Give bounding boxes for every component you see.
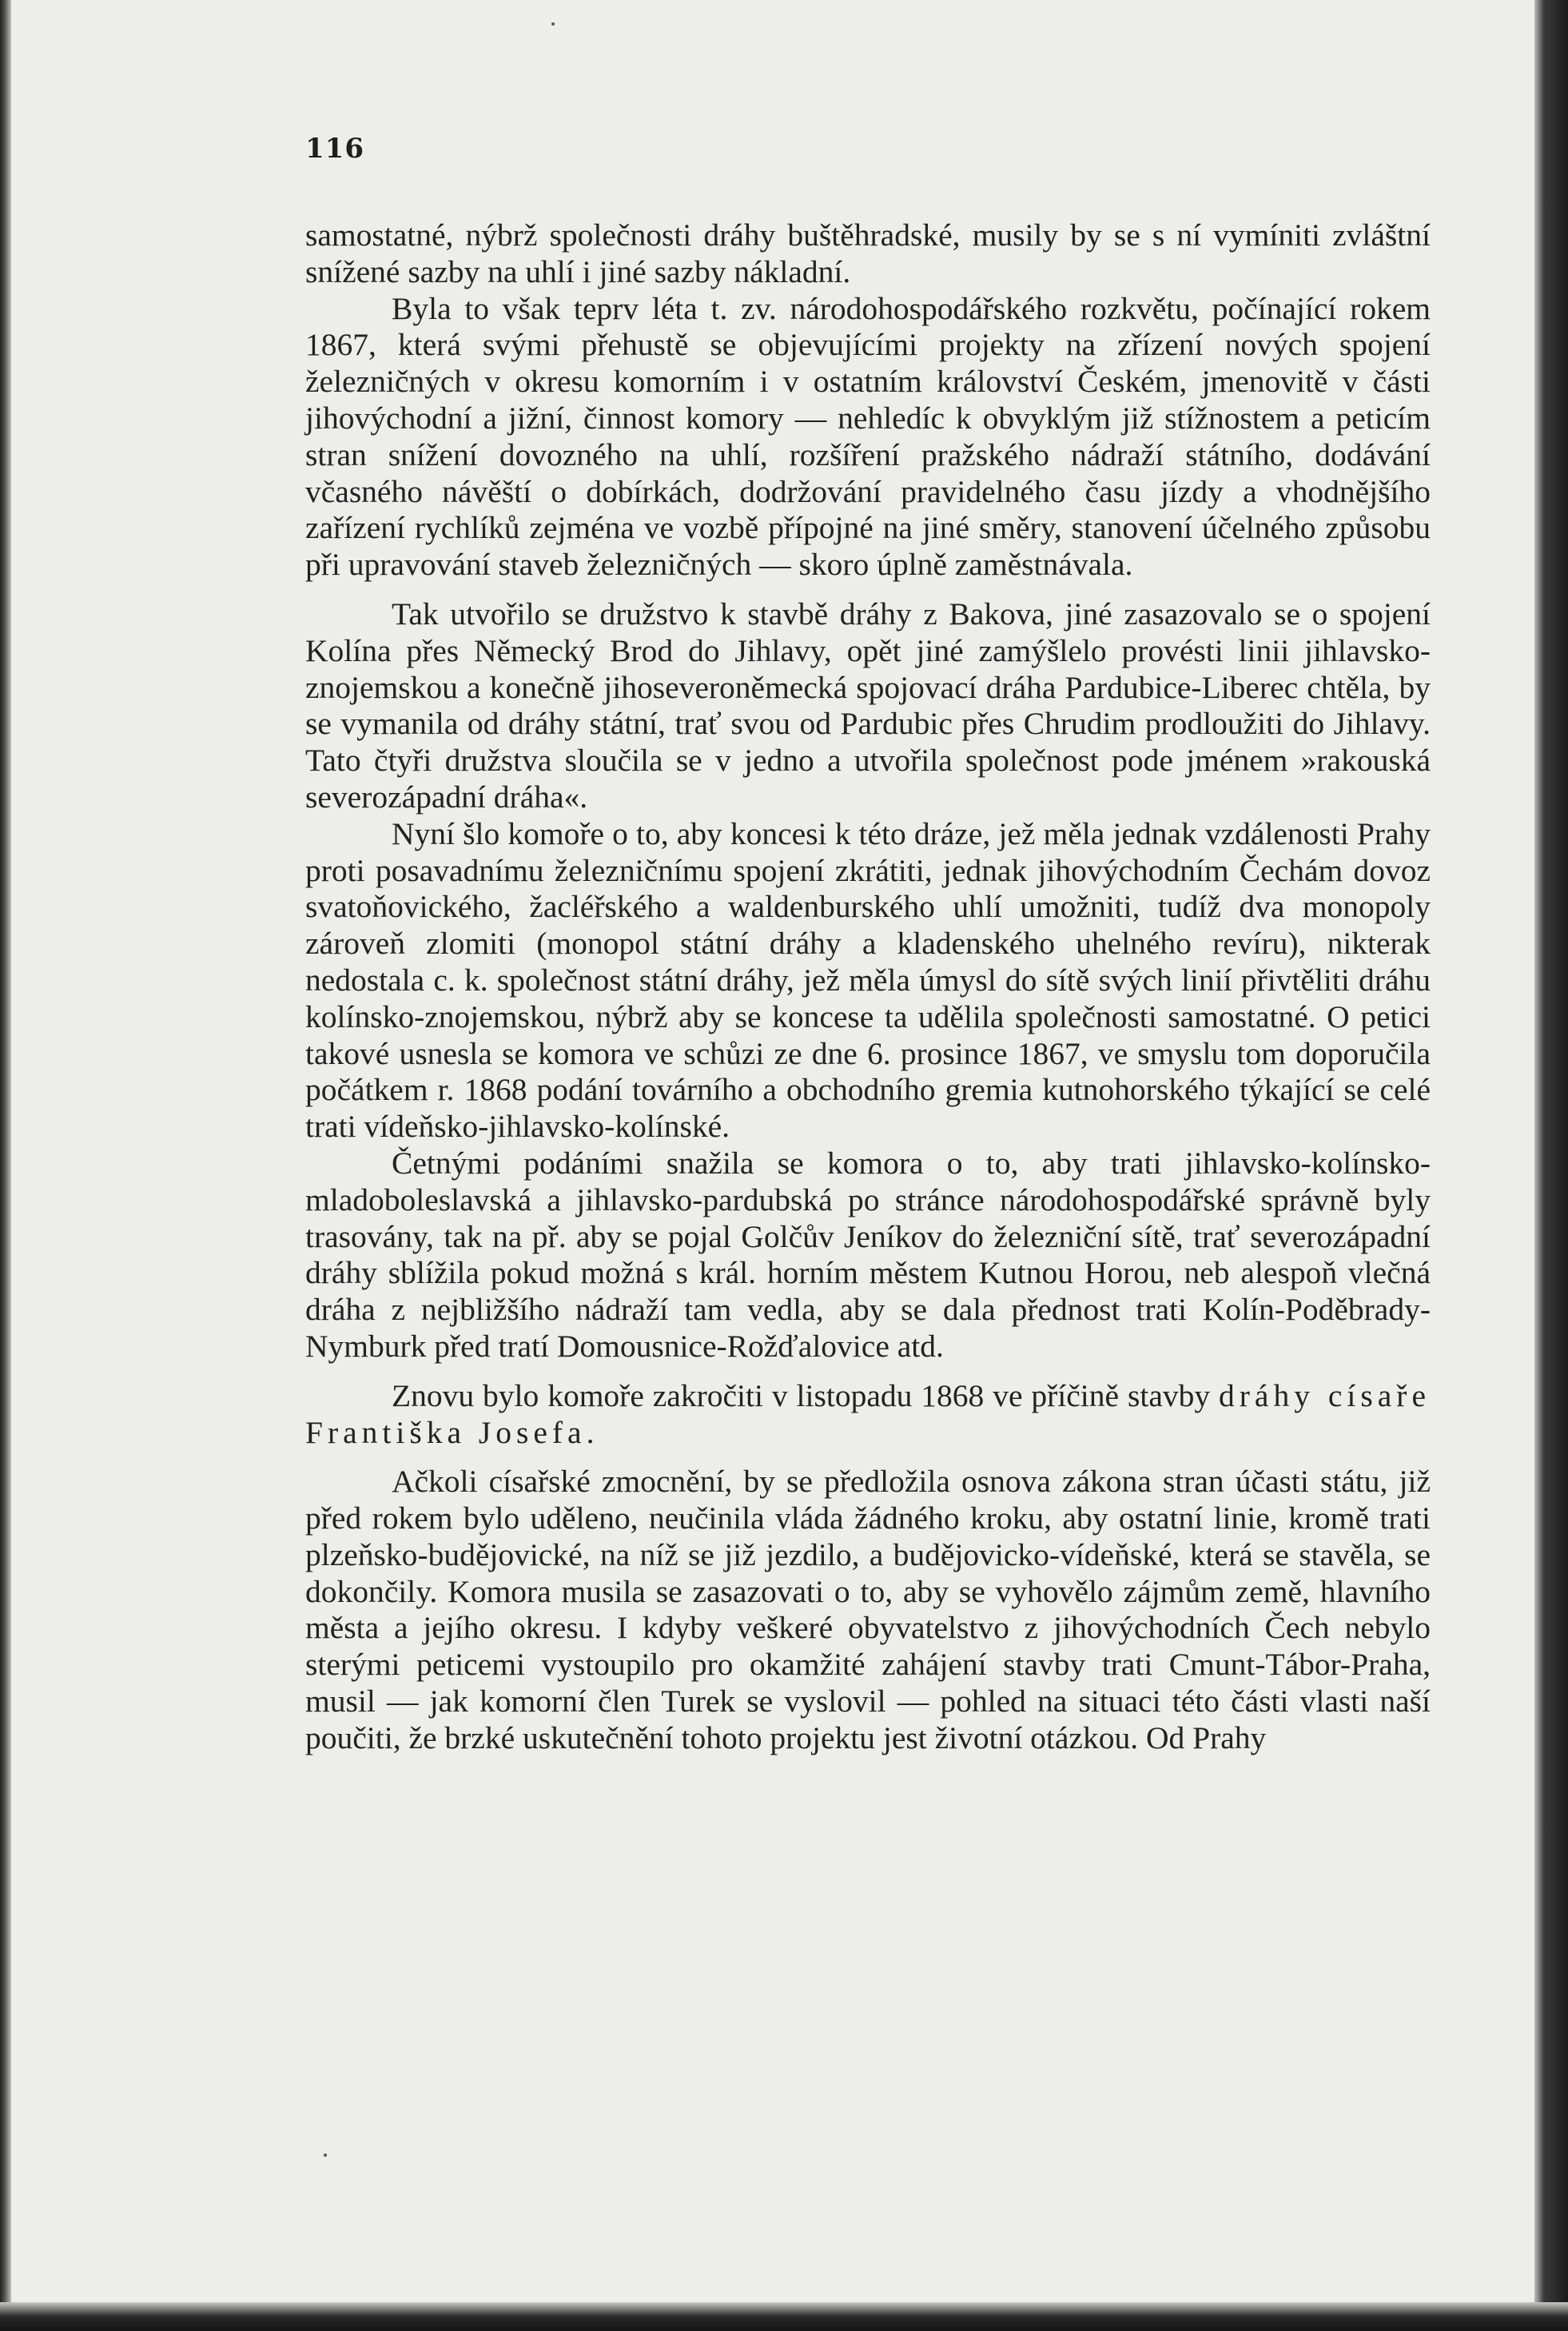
scan-speck xyxy=(324,2154,327,2157)
paragraph: Nyní šlo komoře o to, aby koncesi k této dráze, jež měla jednak vzdálenosti Prahy proti posavadnímu železničnímu spojení zkrátiti, jednak jihovýchodním Čechám dovoz svatoňovického, žacléřského a waldenburského uhlí umožniti, tudíž dva monopoly zároveň zlomiti (monopol státní dráhy a kladenského uhelného revíru), nikterak nedostala c. k. společnost státní dráhy, jež měla úmysl do sítě svých linií přivtěliti dráhu kolínsko-znojemskou, nýbrž aby se koncese ta udělila společnosti samostatné. O petici takové usnesla se komora ve schůzi ze dne 6. prosince 1867, ve smyslu tom doporučila počátkem r. 1868 podání továrního a obchodního gremia kutnohorského týkající se celé trati vídeňsko-jihlavsko-kolínské. xyxy=(305,815,1431,1145)
railway-name-emphasis: dráhy císaře Františka Josefa xyxy=(305,1377,1431,1450)
paragraph: Četnými podáními snažila se komora o to, aby trati jihlavsko-kolínsko-mladoboleslavská a jihlavsko-pardubská po stránce národohospodářské správně byly trasovány, tak na př. aby se pojal Golčův Jeníkov do železniční sítě, trať severozápadní dráhy sblížila pokud možná s král. horním městem Kutnou Horou, neb alespoň vlečná dráha z nejbližšího nádraží tam vedla, aby se dala přednost trati Kolín-Poděbrady-Nymburk před tratí Domousnice-Rožďalovice atd. xyxy=(305,1145,1431,1364)
scan-speck xyxy=(551,22,555,26)
binding-edge xyxy=(0,0,11,2331)
paragraph: Ačkoli císařské zmocnění, by se předložila osnova zákona stran účasti státu, již před rokem bylo uděleno, neučinila vláda žádného kroku, aby ostatní linie, kromě trati plzeňsko-budějovické, na níž se již jezdilo, a budějovicko-vídeňské, která se stavěla, se dokončily. Komora musila se zasazovati o to, aby se vyhovělo zájmům země, hlavního města a jejího okresu. I kdyby veškeré obyvatelstvo z jihovýchodních Čech nebylo sterými peticemi vystoupilo pro okamžité zahájení stavby trati Cmunt-Tábor-Praha, musil — jak komorní člen Turek se vyslovil — pohled na situaci této části vlasti naší poučiti, že brzké uskutečnění tohoto projektu jest životní otázkou. Od Prahy xyxy=(305,1464,1431,1755)
page-number: 116 xyxy=(305,133,364,165)
paragraph: samostatné, nýbrž společnosti dráhy buštěhradské, musily by se s ní vymíniti zvláštní snížené sazby na uhlí i jiné sazby nákladní. xyxy=(305,217,1431,289)
paragraph-text: Znovu bylo komoře zakročiti v listopadu 1868 ve příčině stavby xyxy=(392,1377,1220,1413)
page-bottom-shadow xyxy=(0,2302,1568,2331)
paragraph xyxy=(305,1378,1431,1452)
paragraph: Byla to však teprv léta t. zv. národohospodářského rozkvětu, počínající rokem 1867, která svými přehustě se objevujícími projekty na zřízení nových spojení železničných v okresu komorním i v ostatním království Českém, jmenovitě v části jihovýchodní a jižní, činnost komory — nehledíc k obvyklým již stížnostem a peticím stran snížení dovozného na uhlí, rozšíření pražského nádraží státního, dodávání včasného návěští o dobírkách, dodržování pravidelného času jízdy a vhodnějšího zařízení rychlíků zejména ve vozbě přípojné na jiné směry, stanovení účelného způsobu při upravování staveb železničných — skoro úplně zaměstnávala. xyxy=(305,290,1431,583)
paragraph-text: . xyxy=(586,1414,595,1450)
page-edge-shadow xyxy=(1534,0,1568,2331)
book-page xyxy=(16,0,1534,2302)
paragraph: Tak utvořilo se družstvo k stavbě dráhy z Bakova, jiné zasazovalo se o spojení Kolína přes Německý Brod do Jihlavy, opět jiné zamýšlelo provésti linii jihlavsko-znojemskou a konečně jihoseveroněmecká spojovací dráha Pardubice-Liberec chtěla, by se vymanila od dráhy státní, trať svou od Pardubic přes Chrudim prodloužiti do Jihlavy. Tato čtyři družstva sloučila se v jedno a utvořila společnost pode jménem »rakouská severozápadní dráha«. xyxy=(305,596,1431,815)
body-text xyxy=(305,217,1431,1757)
